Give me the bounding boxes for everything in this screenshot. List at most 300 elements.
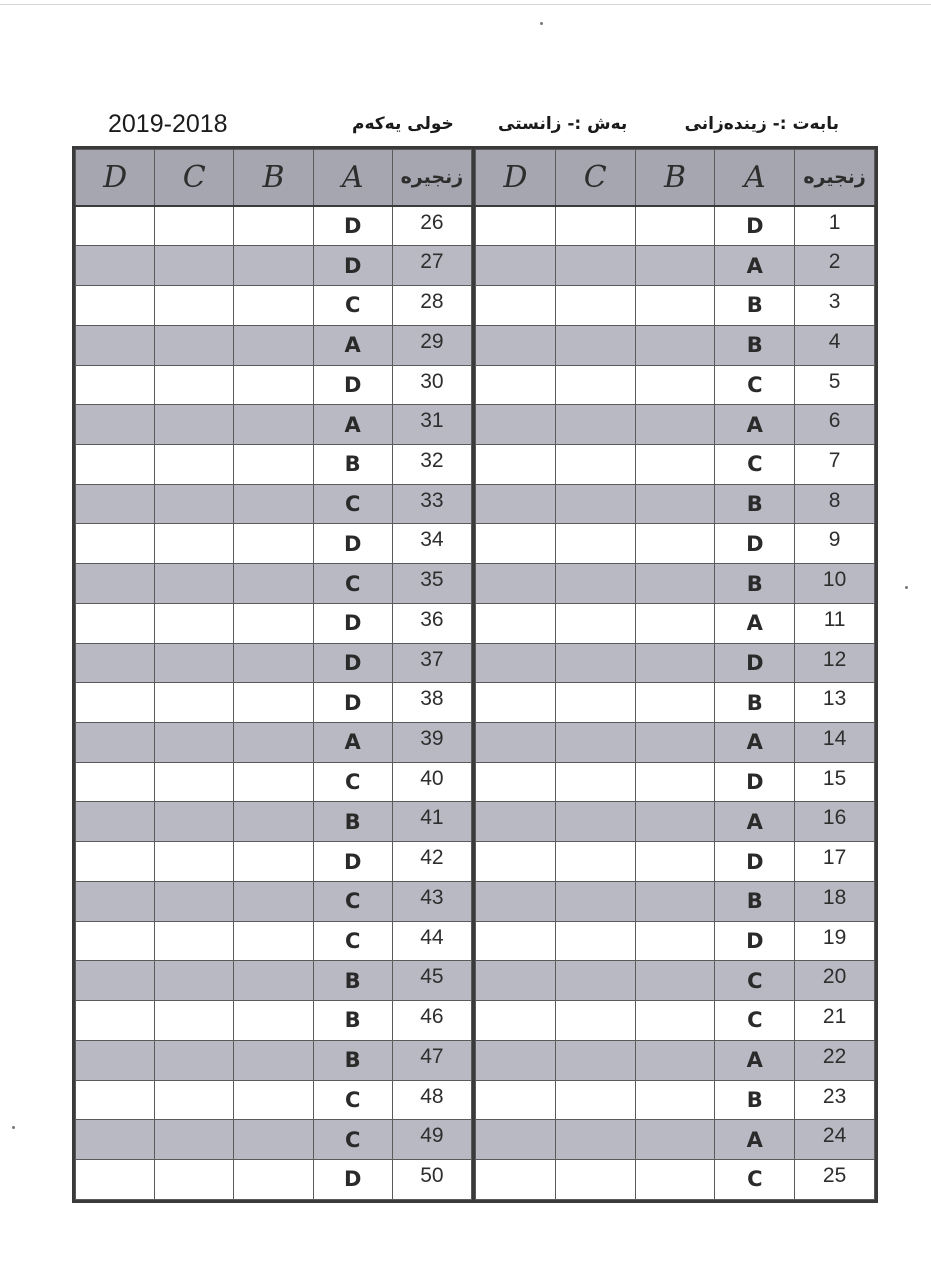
answer-cell-c (155, 683, 234, 723)
answer-cell-d (76, 1120, 155, 1160)
answer-cell-b (234, 961, 313, 1001)
answer-cell-a: D (313, 603, 392, 643)
answer-cell-d (76, 881, 155, 921)
answer-cell-c (155, 1159, 234, 1199)
table-row (76, 484, 472, 524)
sheet-header (0, 106, 931, 146)
table-row (76, 524, 472, 564)
answer-cell-a: B (313, 445, 392, 485)
answer-cell-d (476, 206, 556, 246)
answer-cell-c (555, 564, 635, 604)
answer-cell-a: D (715, 762, 795, 802)
table-row (476, 325, 875, 365)
table-row (76, 564, 472, 604)
table-row (76, 405, 472, 445)
answer-cell-c (155, 286, 234, 326)
answer-cell-a: D (313, 842, 392, 882)
answer-cell-d (476, 405, 556, 445)
table-row (476, 246, 875, 286)
question-number: 35 (392, 564, 471, 604)
answer-cell-c (155, 1120, 234, 1160)
question-number: 48 (392, 1080, 471, 1120)
table-row (476, 1120, 875, 1160)
question-number: 5 (795, 365, 875, 405)
question-number: 4 (795, 325, 875, 365)
answer-key-table (72, 146, 878, 1203)
answer-cell-b (234, 405, 313, 445)
table-row (476, 802, 875, 842)
answer-cell-a: B (313, 1040, 392, 1080)
question-number: 2 (795, 246, 875, 286)
answer-cell-d (76, 1001, 155, 1041)
column-header-d: D (476, 150, 556, 206)
answer-cell-b (635, 961, 715, 1001)
table-row (76, 683, 472, 723)
answer-cell-a: C (715, 961, 795, 1001)
answer-cell-a: B (715, 1080, 795, 1120)
question-number: 36 (392, 603, 471, 643)
answer-cell-b (635, 405, 715, 445)
scan-speck (540, 22, 543, 25)
answer-cell-a: A (715, 603, 795, 643)
answer-cell-b (234, 445, 313, 485)
answer-cell-b (635, 484, 715, 524)
question-number: 19 (795, 921, 875, 961)
answer-cell-d (476, 484, 556, 524)
answer-cell-a: B (715, 564, 795, 604)
table-row (476, 484, 875, 524)
answer-cell-c (555, 802, 635, 842)
exam-round: خولی یەکەم (352, 114, 454, 134)
scan-edge-line (0, 4, 931, 5)
answer-cell-c (155, 961, 234, 1001)
answer-cell-c (155, 643, 234, 683)
answer-cell-c (155, 206, 234, 246)
answer-cell-a: A (313, 723, 392, 763)
question-number: 11 (795, 603, 875, 643)
answer-cell-c (555, 723, 635, 763)
answer-cell-d (476, 1080, 556, 1120)
answer-cell-d (476, 524, 556, 564)
table-row (476, 405, 875, 445)
question-number: 12 (795, 643, 875, 683)
table-row (76, 762, 472, 802)
answer-cell-d (76, 564, 155, 604)
answer-cell-b (635, 603, 715, 643)
answer-cell-a: D (313, 246, 392, 286)
column-header-a: A (715, 150, 795, 206)
answer-cell-c (155, 564, 234, 604)
answer-cell-a: D (313, 683, 392, 723)
answer-cell-d (476, 445, 556, 485)
answer-cell-a: A (313, 325, 392, 365)
answer-cell-c (555, 842, 635, 882)
table-row (76, 246, 472, 286)
answer-cell-b (234, 1001, 313, 1041)
answer-cell-c (155, 723, 234, 763)
answer-cell-c (155, 762, 234, 802)
question-number: 21 (795, 1001, 875, 1041)
table-row (476, 961, 875, 1001)
answer-cell-b (234, 1120, 313, 1160)
answer-cell-b (635, 445, 715, 485)
answer-cell-a: B (715, 286, 795, 326)
question-number: 27 (392, 246, 471, 286)
question-number: 7 (795, 445, 875, 485)
answer-cell-b (635, 643, 715, 683)
answer-cell-b (635, 1159, 715, 1199)
answer-cell-c (555, 484, 635, 524)
answer-cell-c (155, 603, 234, 643)
table-row (476, 1040, 875, 1080)
answer-cell-c (555, 524, 635, 564)
table-row (76, 206, 472, 246)
table-row (76, 842, 472, 882)
question-number: 42 (392, 842, 471, 882)
answer-cell-d (476, 961, 556, 1001)
answer-table-left (75, 149, 475, 1200)
table-row (76, 325, 472, 365)
answer-cell-d (76, 484, 155, 524)
table-row (476, 881, 875, 921)
table-row (476, 603, 875, 643)
answer-cell-c (155, 246, 234, 286)
answer-cell-a: C (313, 484, 392, 524)
question-number: 18 (795, 881, 875, 921)
answer-cell-c (155, 1080, 234, 1120)
table-row (476, 564, 875, 604)
question-number: 44 (392, 921, 471, 961)
answer-cell-a: C (313, 564, 392, 604)
answer-cell-a: D (313, 365, 392, 405)
answer-cell-a: C (715, 445, 795, 485)
answer-cell-d (476, 1001, 556, 1041)
answer-cell-b (234, 643, 313, 683)
table-row (476, 643, 875, 683)
question-number: 47 (392, 1040, 471, 1080)
answer-cell-b (635, 1120, 715, 1160)
answer-cell-d (476, 564, 556, 604)
answer-cell-b (234, 802, 313, 842)
answer-cell-c (155, 365, 234, 405)
answer-cell-b (635, 842, 715, 882)
answer-cell-c (555, 683, 635, 723)
table-row (76, 643, 472, 683)
answer-cell-c (155, 484, 234, 524)
answer-cell-a: B (313, 802, 392, 842)
question-number: 23 (795, 1080, 875, 1120)
answer-cell-d (476, 802, 556, 842)
question-number: 45 (392, 961, 471, 1001)
answer-cell-b (234, 286, 313, 326)
answer-cell-d (76, 246, 155, 286)
answer-cell-d (476, 723, 556, 763)
answer-cell-d (76, 643, 155, 683)
answer-cell-b (234, 564, 313, 604)
answer-cell-a: A (715, 405, 795, 445)
table-row (476, 723, 875, 763)
question-number: 25 (795, 1159, 875, 1199)
answer-cell-d (76, 802, 155, 842)
answer-cell-c (555, 286, 635, 326)
answer-cell-d (476, 246, 556, 286)
answer-cell-c (155, 921, 234, 961)
table-header-row (476, 150, 875, 206)
question-number: 31 (392, 405, 471, 445)
answer-cell-d (76, 1080, 155, 1120)
table-row (476, 365, 875, 405)
table-row (76, 1120, 472, 1160)
table-row (476, 286, 875, 326)
table-row (76, 1080, 472, 1120)
answer-cell-a: A (715, 723, 795, 763)
answer-cell-a: D (313, 206, 392, 246)
answer-cell-c (555, 405, 635, 445)
question-number: 41 (392, 802, 471, 842)
table-row (76, 1159, 472, 1199)
question-number: 17 (795, 842, 875, 882)
answer-cell-a: B (715, 683, 795, 723)
exam-subject: بابەت :- زیندەزانی (684, 114, 839, 134)
answer-cell-b (234, 603, 313, 643)
answer-cell-a: C (313, 1120, 392, 1160)
answer-cell-b (635, 723, 715, 763)
answer-cell-d (76, 524, 155, 564)
answer-cell-b (635, 1080, 715, 1120)
table-row (476, 1159, 875, 1199)
exam-year: 2019-2018 (108, 110, 228, 138)
answer-cell-d (476, 881, 556, 921)
answer-cell-b (234, 484, 313, 524)
column-header-a: A (313, 150, 392, 206)
table-row (476, 762, 875, 802)
answer-cell-b (234, 723, 313, 763)
answer-cell-c (555, 325, 635, 365)
answer-cell-a: D (313, 524, 392, 564)
question-number: 16 (795, 802, 875, 842)
answer-cell-c (555, 206, 635, 246)
answer-cell-c (555, 246, 635, 286)
answer-cell-b (635, 802, 715, 842)
answer-cell-a: D (313, 643, 392, 683)
answer-cell-a: D (715, 524, 795, 564)
answer-cell-b (234, 524, 313, 564)
answer-cell-b (635, 325, 715, 365)
question-number: 10 (795, 564, 875, 604)
table-row (476, 842, 875, 882)
table-row (76, 802, 472, 842)
table-row (476, 921, 875, 961)
answer-cell-c (155, 524, 234, 564)
question-number: 6 (795, 405, 875, 445)
table-row (76, 723, 472, 763)
answer-cell-a: B (313, 961, 392, 1001)
answer-cell-b (635, 564, 715, 604)
table-row (476, 524, 875, 564)
column-header-b: B (234, 150, 313, 206)
question-number: 9 (795, 524, 875, 564)
answer-cell-d (76, 683, 155, 723)
question-number: 29 (392, 325, 471, 365)
column-header-serial: زنجیره (795, 150, 875, 206)
answer-cell-a: C (715, 1159, 795, 1199)
answer-cell-a: A (313, 405, 392, 445)
table-row (476, 1080, 875, 1120)
answer-cell-a: D (715, 842, 795, 882)
table-row (476, 206, 875, 246)
answer-cell-c (555, 365, 635, 405)
answer-cell-d (76, 842, 155, 882)
answer-cell-d (76, 762, 155, 802)
answer-cell-b (234, 1159, 313, 1199)
question-number: 24 (795, 1120, 875, 1160)
answer-cell-b (635, 524, 715, 564)
table-row (76, 881, 472, 921)
answer-cell-d (76, 206, 155, 246)
table-row (76, 445, 472, 485)
answer-cell-d (76, 961, 155, 1001)
answer-cell-c (555, 1080, 635, 1120)
table-row (76, 286, 472, 326)
answer-cell-b (234, 1040, 313, 1080)
table-row (76, 1001, 472, 1041)
question-number: 32 (392, 445, 471, 485)
column-header-c: C (555, 150, 635, 206)
table-row (476, 445, 875, 485)
answer-cell-b (234, 246, 313, 286)
answer-cell-c (155, 405, 234, 445)
answer-cell-d (76, 365, 155, 405)
answer-cell-b (635, 246, 715, 286)
answer-cell-d (76, 603, 155, 643)
answer-cell-a: C (313, 286, 392, 326)
answer-cell-a: B (715, 484, 795, 524)
answer-cell-c (555, 1001, 635, 1041)
answer-cell-d (76, 723, 155, 763)
answer-cell-b (635, 286, 715, 326)
answer-cell-c (155, 325, 234, 365)
answer-cell-a: C (313, 881, 392, 921)
answer-cell-d (76, 325, 155, 365)
column-header-c: C (155, 150, 234, 206)
answer-cell-d (476, 365, 556, 405)
answer-cell-a: A (715, 1040, 795, 1080)
answer-cell-c (555, 762, 635, 802)
answer-cell-c (155, 1040, 234, 1080)
answer-cell-b (234, 683, 313, 723)
answer-cell-d (76, 1040, 155, 1080)
answer-cell-d (476, 286, 556, 326)
answer-cell-d (476, 683, 556, 723)
question-number: 15 (795, 762, 875, 802)
answer-cell-d (76, 1159, 155, 1199)
answer-cell-d (476, 1120, 556, 1160)
answer-cell-b (635, 683, 715, 723)
answer-cell-a: C (313, 762, 392, 802)
answer-cell-a: D (715, 921, 795, 961)
question-number: 39 (392, 723, 471, 763)
answer-cell-d (476, 921, 556, 961)
question-number: 37 (392, 643, 471, 683)
answer-cell-a: C (715, 1001, 795, 1041)
answer-cell-c (555, 643, 635, 683)
table-row (476, 683, 875, 723)
answer-cell-b (234, 365, 313, 405)
answer-cell-d (476, 643, 556, 683)
answer-cell-c (555, 445, 635, 485)
question-number: 50 (392, 1159, 471, 1199)
question-number: 14 (795, 723, 875, 763)
scan-speck (905, 586, 908, 589)
table-row (76, 921, 472, 961)
answer-cell-d (476, 762, 556, 802)
answer-cell-b (234, 921, 313, 961)
answer-cell-b (635, 206, 715, 246)
answer-cell-a: C (313, 921, 392, 961)
answer-cell-a: D (313, 1159, 392, 1199)
answer-cell-a: A (715, 1120, 795, 1160)
answer-cell-c (555, 881, 635, 921)
answer-cell-b (234, 1080, 313, 1120)
answer-cell-a: C (715, 365, 795, 405)
answer-cell-d (476, 325, 556, 365)
answer-cell-d (76, 921, 155, 961)
question-number: 3 (795, 286, 875, 326)
answer-cell-d (476, 1159, 556, 1199)
answer-cell-b (635, 762, 715, 802)
answer-cell-c (155, 881, 234, 921)
question-number: 8 (795, 484, 875, 524)
question-number: 33 (392, 484, 471, 524)
answer-cell-b (635, 365, 715, 405)
column-header-serial: زنجیره (392, 150, 471, 206)
answer-cell-c (155, 802, 234, 842)
answer-cell-c (555, 961, 635, 1001)
question-number: 49 (392, 1120, 471, 1160)
answer-cell-a: B (715, 881, 795, 921)
answer-cell-c (555, 1120, 635, 1160)
question-number: 28 (392, 286, 471, 326)
question-number: 26 (392, 206, 471, 246)
table-row (76, 603, 472, 643)
table-row (476, 1001, 875, 1041)
answer-cell-a: C (313, 1080, 392, 1120)
answer-cell-d (476, 1040, 556, 1080)
column-header-d: D (76, 150, 155, 206)
answer-cell-d (476, 603, 556, 643)
answer-cell-b (635, 881, 715, 921)
answer-cell-a: D (715, 643, 795, 683)
answer-cell-d (76, 286, 155, 326)
question-number: 46 (392, 1001, 471, 1041)
question-number: 40 (392, 762, 471, 802)
answer-cell-c (555, 921, 635, 961)
answer-cell-b (234, 762, 313, 802)
table-header-row (76, 150, 472, 206)
answer-cell-a: A (715, 246, 795, 286)
scan-speck (12, 1126, 15, 1129)
answer-cell-a: B (313, 1001, 392, 1041)
answer-cell-d (76, 405, 155, 445)
question-number: 30 (392, 365, 471, 405)
answer-cell-b (234, 881, 313, 921)
question-number: 1 (795, 206, 875, 246)
answer-cell-b (635, 1001, 715, 1041)
answer-cell-d (76, 445, 155, 485)
answer-cell-a: A (715, 802, 795, 842)
question-number: 22 (795, 1040, 875, 1080)
question-number: 43 (392, 881, 471, 921)
